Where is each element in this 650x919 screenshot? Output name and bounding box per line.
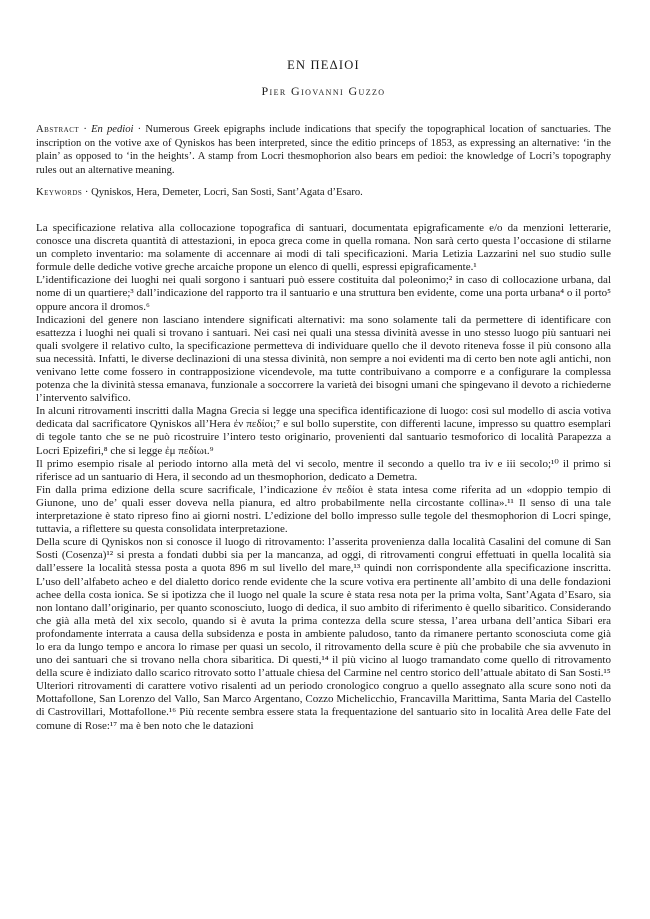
abstract-text: · Numerous Greek epigraphs include indications that specify the topographical location of sanctuaries. The inscription on the votive axe of Qyniskos has been interpreted, since the editio princeps of 1853, as expressing an alternative: ‘in the plain’ as opposed to ‘in the heights’. A stamp from Locri thesmophorion also bears em pedioi: the knowledge of Locri’s topography rules out an alternative meaning. bbox=[36, 124, 611, 176]
paragraph: Indicazioni del genere non lasciano intendere significati alternativi: ma sono solamente tali da permettere di identificare con esattezza i luoghi nei quali si trovano i santuari. Nei casi nei quali una stessa divinità avesse in uno stesso luogo più santuari nei quali svolgere il relativo culto, la specificazione permetteva di individuare quello che il devoto riteneva fosse il più consono alla sua necessità. Infatti, le diverse declinazioni di una stessa divinità, non sempre a noi evidenti ma di certo ben note agli antichi, non venivano lette come fossero in contrapposizione vicendevole, ma tutte contribuivano a comporre e a configurare la complessa potenza che la divinità stessa emanava, funzionale a soccorrere la varietà dei bisogni umani che spingevano il devoto a richiederne l’intervento salvifico. bbox=[36, 313, 611, 405]
paragraph: La specificazione relativa alla collocazione topografica di santuari, documentata epigraficamente e/o da menzioni letterarie, conosce una discreta quantità di attestazioni, in epoca greca come in quella romana. Non sarà certo questa l’occasione di stilarne un completo inventario: ma solamente di accennare ai modi di tali specificazioni. Maria Letizia Lazzarini nel suo studio sulle formule delle dediche votive greche arcaiche propone un elenco di quelli, espressi epigraficamente.¹ bbox=[36, 221, 611, 274]
paragraph: Ulteriori ritrovamenti di carattere votivo risalenti ad un periodo cronologico congruo a quello assegnato alla scure sono noti da Mottafollone, San Lorenzo del Vallo, San Marco Argentano, Cozzo Michelicchio, Francavilla Marittima, Santa Maria del Castello di Castrovillari, Mottafollone.¹⁶ Più recente sembra essere stata la frequentazione del santuario sito in località Area delle Fate del comune di Rose:¹⁷ ma è ben noto che le datazioni bbox=[36, 680, 611, 732]
paragraph: Fin dalla prima edizione della scure sacrificale, l’indicazione ἐν πεδίοι è stata intesa come riferita ad un «doppio tempio di Giunone, uno de’ quali esser doveva nella pianura, ed altro probabilmente nella circostante collina».¹¹ Il senso di una tale interpretazione è stato ripreso fino ai giorni nostri. L’edizione del bollo impresso sulle tegole del thesmophorion di Locri spinge, tuttavia, a riflettere su questa consolidata interpretazione. bbox=[36, 483, 611, 536]
keywords-text: · Qyniskos, Hera, Demeter, Locri, San Sosti, Sant’Agata d’Esaro. bbox=[82, 187, 363, 199]
paragraph: In alcuni ritrovamenti inscritti dalla Magna Grecia si legge una specifica identificazione di luogo: così sul modello di ascia votiva dedicata dal sacrificatore Qyniskos all’Hera ἐν πεδίοι;⁷ e sul bollo superstite, con differenti lacune, impresso su quattro esemplari di tegole tanto che se ne può ricostruire l’intero testo originario, provenienti dal santuario tesmoforico di località Parapezza a Locri Epizefiri,⁸ che si legge ἐμ πεδίωι.⁹ bbox=[36, 405, 611, 457]
abstract-label: Abstract bbox=[36, 124, 80, 135]
keywords-label: Keywords bbox=[36, 187, 83, 199]
paragraph: Il primo esempio risale al periodo intorno alla metà del vi secolo, mentre il secondo a quello tra iv e iii secolo;¹⁰ il primo si riferisce ad un santuario di Hera, il secondo ad un thesmophorion, dedicato a Demetra. bbox=[36, 457, 611, 483]
paragraph: L’identificazione dei luoghi nei quali sorgono i santuari può essere costituita dal poleonimo;² in caso di collocazione urbana, dal nome di un quartiere;³ dall’indicazione del rapporto tra il santuario e una struttura ben evidente, come una porta urbana⁴ o il porto⁵ oppure ancora il dromos.⁶ bbox=[36, 274, 611, 313]
article-title: ΕΝ ΠΕΔΙΟΙ bbox=[287, 58, 360, 72]
keywords bbox=[36, 186, 611, 200]
article-author: Pier Giovanni Guzzo bbox=[261, 84, 386, 98]
article-body bbox=[36, 222, 611, 733]
abstract-sep: · bbox=[79, 124, 92, 135]
abstract-title: En pedioi bbox=[91, 124, 134, 135]
abstract bbox=[36, 123, 611, 177]
paragraph: Della scure di Qyniskos non si conosce il luogo di ritrovamento: l’asserita provenienza dalla località Casalini del comune di San Sosti (Cosenza)¹² si presta a fondati dubbi sia per la mancanza, ad oggi, di ritrovamenti congrui effettuati in quella località sia dall’essere la località stessa posta a quota 896 m sul livello del mare,¹³ quindi non corrispondente alla specificazione inscritta. L’uso dell’alfabeto acheo e del dialetto dorico rende evidente che la scure votiva era pertinente all’ambito di una delle fondazioni achee della costa ionica. Se si ipotizza che il luogo nel quale la scure è stata resa nota per la prima volta, Sant’Agata d’Esaro, sia non lontano dall’originario, per quanto sconosciuto, luogo di dedica, il suo ambito di riferimento è quello sibaritico. Considerando che già alla metà del xix secolo, quando si è avuta la prima contezza della scure stessa, l’area urbana dell’antica Sibari era profondamente interrata a causa della subsidenza e posta in ambiente paludoso, tanto da rimanere pertanto sconosciuta come già lo era da lungo tempo e ancora lo rimase per quasi un secolo, il ritrovamento della scure è più che probabile che sia avvenuto in uno dei santuari che si trovano nella chora sibaritica. Di questi,¹⁴ il più vicino al luogo tramandato come quello di ritrovamento della scure è indiziato dallo scarico ritrovato sotto l’attuale chiesa del Carmine nel centro storico dell’attuale abitato di San Sosti.¹⁵ bbox=[36, 536, 611, 680]
